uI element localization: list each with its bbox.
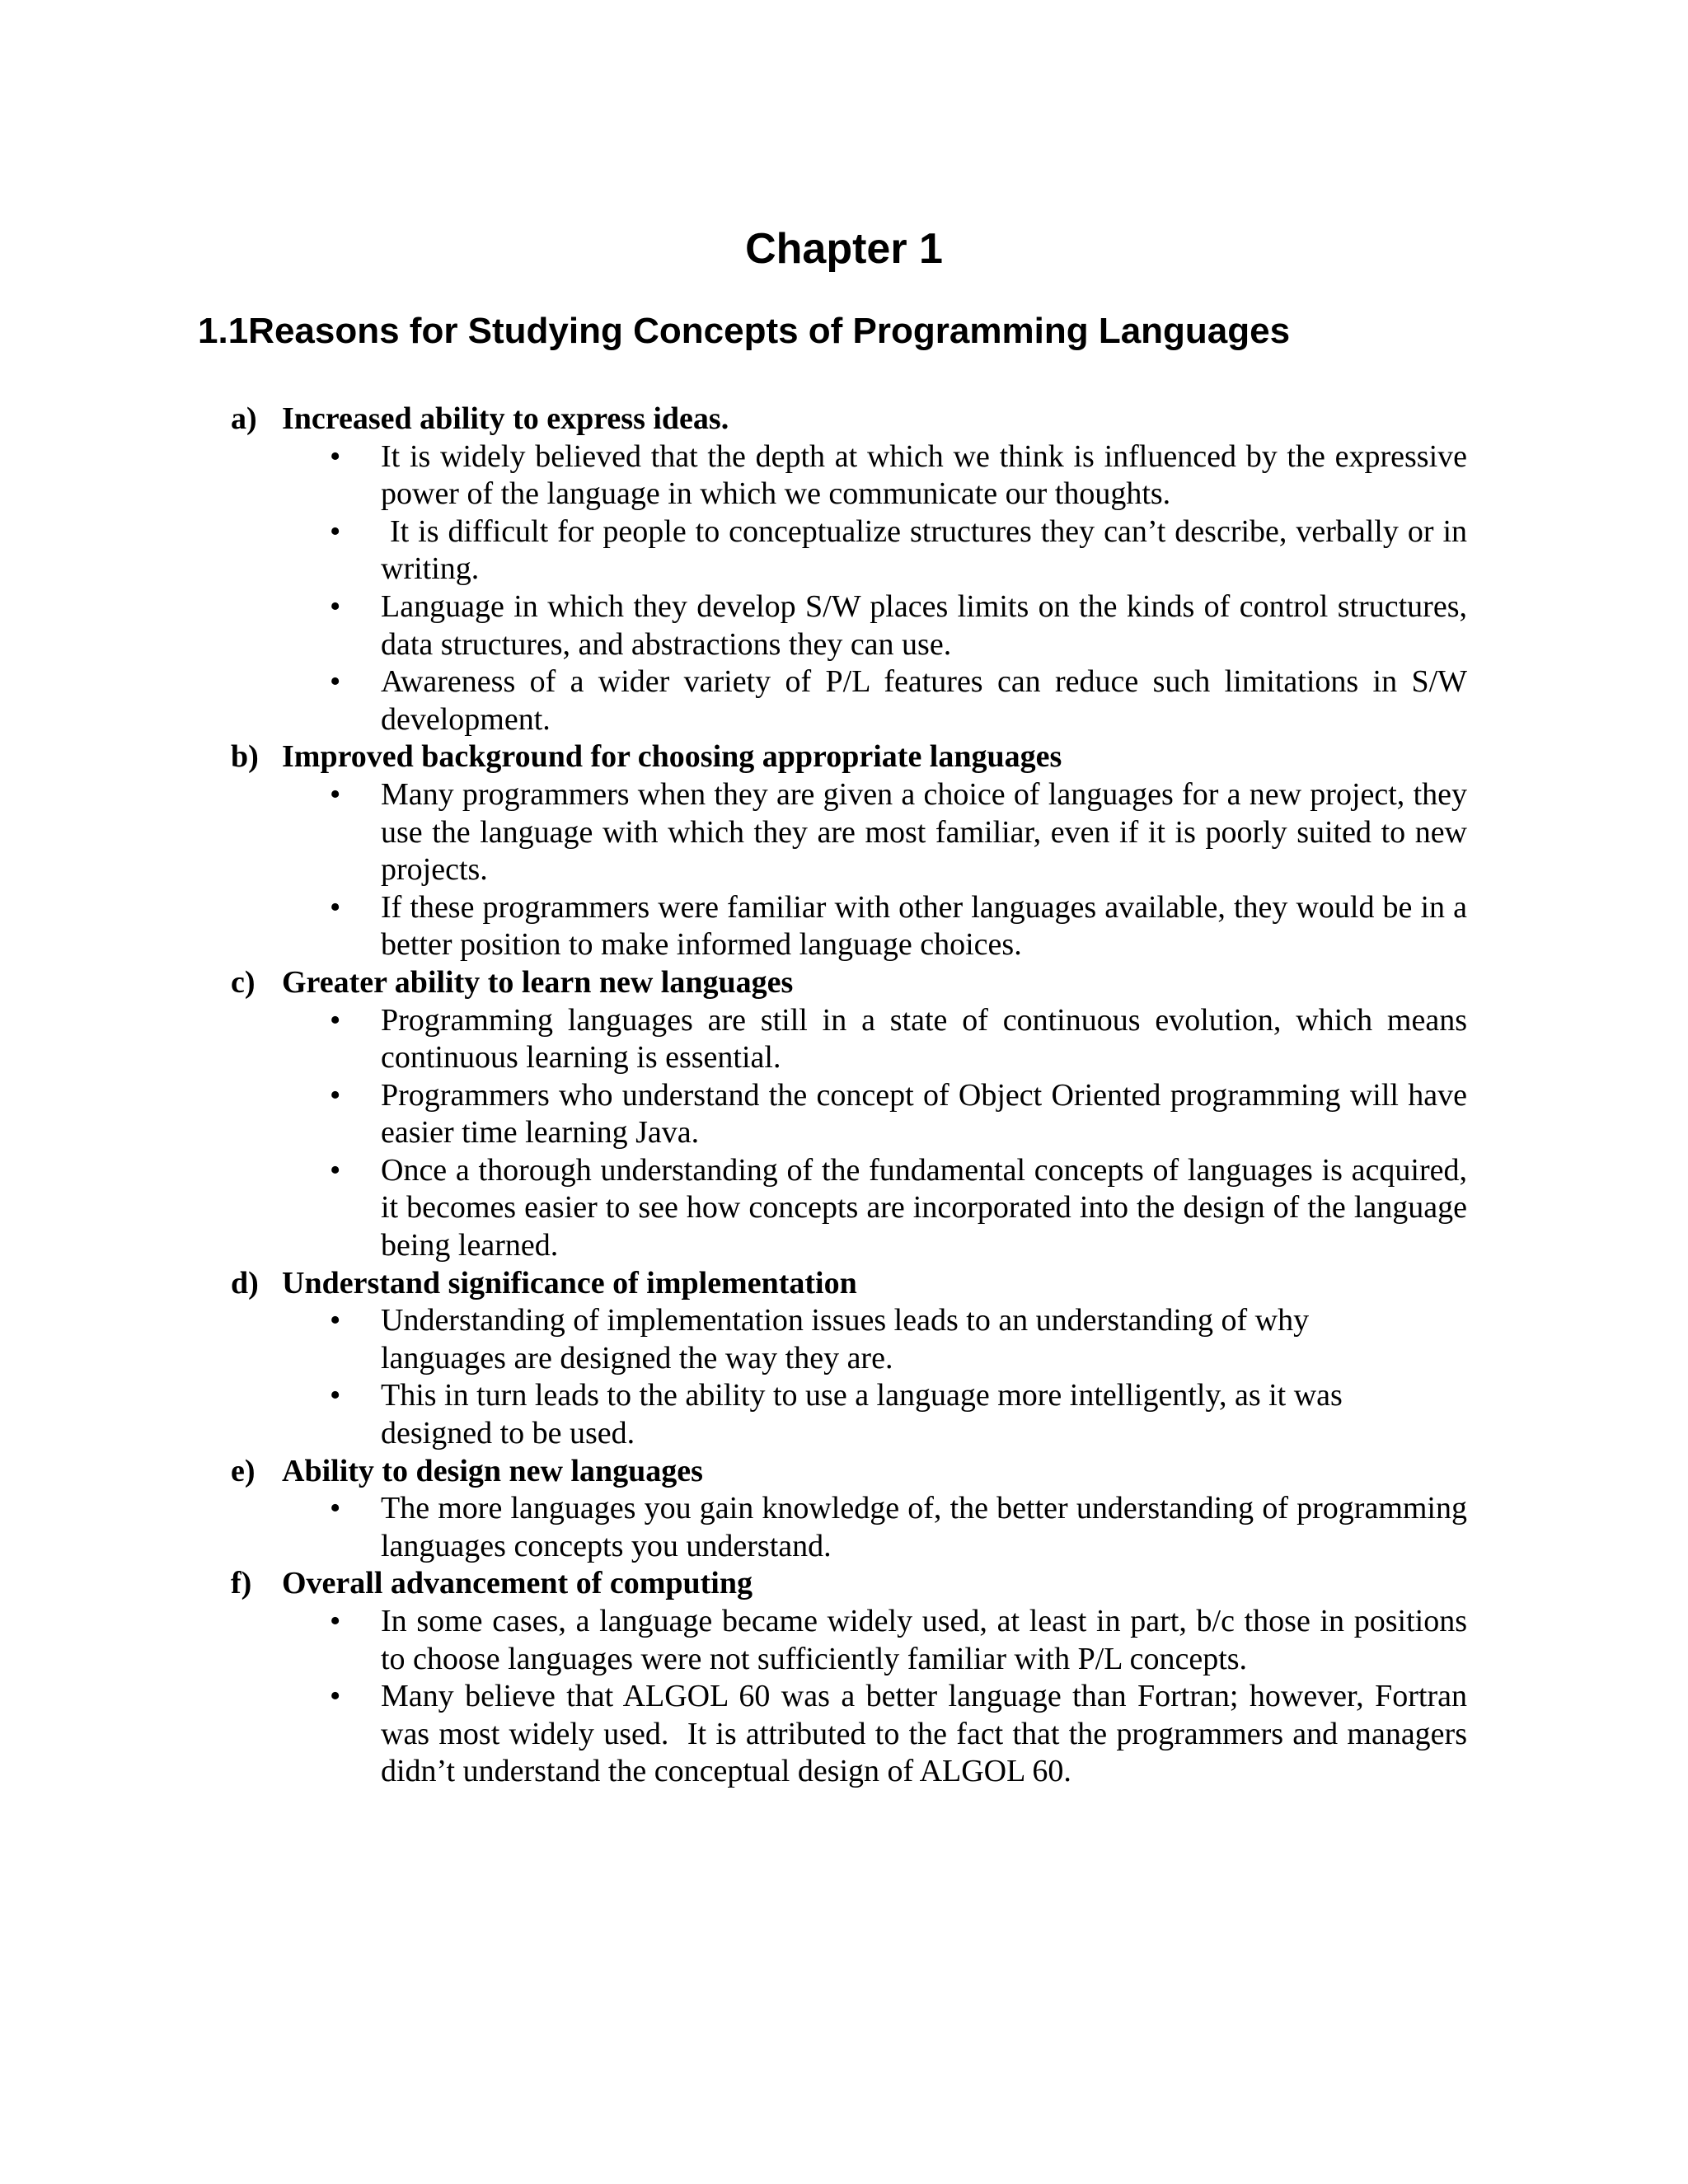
bullet-list (231, 1002, 1467, 1265)
bullet-item (231, 1002, 1467, 1077)
bullet-item (231, 588, 1467, 663)
bullet-text: This in turn leads to the ability to use a language more intelligently, as it was designed to be used. (381, 1378, 1343, 1451)
bullet-icon: • (330, 776, 341, 812)
bullet-text: Programming languages are still in a state of continuous evolution, which means continuous learning is essential. (381, 1002, 1467, 1076)
reason-item (231, 401, 1475, 738)
reason-item (231, 1265, 1467, 1453)
bullet-icon: • (330, 1002, 341, 1038)
chapter-title: Chapter 1 (745, 225, 943, 273)
bullet-icon: • (330, 1152, 341, 1188)
reason-heading (231, 401, 1467, 438)
bullet-icon: • (330, 1378, 341, 1413)
reason-heading-text: Greater ability to learn new languages (282, 964, 794, 1000)
item-marker: f) (231, 1566, 252, 1601)
item-marker: b) (231, 739, 259, 775)
item-marker: e) (231, 1453, 256, 1488)
reason-item (231, 1453, 1467, 1566)
bullet-icon: • (330, 1604, 341, 1638)
bullet-icon: • (330, 513, 341, 549)
bullet-icon: • (330, 1077, 341, 1113)
bullet-item (231, 889, 1467, 964)
reason-heading (231, 1453, 1467, 1491)
reason-heading-text: Understand significance of implementation (282, 1265, 857, 1301)
bullet-text: Once a thorough understanding of the fundamental concepts of languages is acquired, it becomes easier to see how concepts are incorporated into the design of the language being learned. (381, 1152, 1467, 1263)
bullet-icon: • (330, 664, 341, 700)
section-title: 1.1Reasons for Studying Concepts of Programming Languages (198, 311, 1291, 351)
reason-heading (231, 1265, 1467, 1303)
bullet-text: Language in which they develop S/W places limits on the kinds of control structures, data structures, and abstractions they can use. (381, 588, 1467, 662)
reason-heading (231, 964, 1467, 1002)
bullet-text: Many believe that ALGOL 60 was a better language than Fortran; however, Fortran was most widely used. It is attributed to the fact that the programmers and managers didn’t understand the conceptual design of ALGOL 60. (381, 1679, 1475, 1789)
reasons-list (231, 401, 1475, 1791)
reason-heading-text: Increased ability to express ideas. (282, 401, 729, 436)
bullet-icon: • (330, 588, 341, 624)
item-marker: a) (231, 401, 257, 436)
bullet-item (231, 1603, 1467, 1678)
bullet-item (231, 663, 1467, 738)
bullet-list (231, 438, 1475, 739)
bullet-item (231, 1077, 1467, 1152)
bullet-item (231, 776, 1467, 889)
bullet-item (231, 1302, 1467, 1377)
bullet-icon: • (330, 889, 341, 925)
bullet-text: In some cases, a language became widely used, at least in part, b/c those in positions to choose languages were not sufficiently familiar with P/L concepts. (381, 1604, 1467, 1676)
bullet-icon: • (330, 1491, 341, 1526)
item-marker: c) (231, 964, 256, 1000)
bullet-item (231, 1490, 1467, 1565)
bullet-text: It is difficult for people to conceptualize structures they can’t describe, verbally or in writing. (381, 513, 1475, 587)
reason-heading (231, 738, 1467, 776)
bullet-text: It is widely believed that the depth at which we think is influenced by the expressive power of the language in which we communicate our thoughts. (381, 438, 1467, 512)
reason-heading-text: Ability to design new languages (282, 1453, 703, 1488)
reason-heading (231, 1565, 1467, 1603)
bullet-item (231, 438, 1467, 513)
reason-item (231, 1565, 1475, 1791)
bullet-list (231, 1603, 1475, 1791)
bullet-item (231, 1377, 1467, 1452)
bullet-text: Understanding of implementation issues leads to an understanding of why languages are designed the way they are. (381, 1303, 1310, 1376)
reason-item (231, 964, 1467, 1265)
bullet-text: Many programmers when they are given a choice of languages for a new project, they use the language with which they are most familiar, even if it is poorly suited to new projects. (381, 776, 1467, 888)
bullet-text: Programmers who understand the concept of Object Oriented programming will have easier time learning Java. (381, 1077, 1467, 1151)
bullet-icon: • (330, 1303, 341, 1338)
item-marker: d) (231, 1265, 259, 1301)
bullet-icon: • (330, 438, 341, 474)
bullet-list (231, 1490, 1467, 1565)
reason-heading-text: Improved background for choosing appropriate languages (282, 739, 1062, 775)
reason-heading-text: Overall advancement of computing (282, 1566, 753, 1601)
reason-item (231, 738, 1467, 964)
bullet-text: If these programmers were familiar with other languages available, they would be in a better position to make informed language choices. (381, 889, 1467, 963)
bullet-list (231, 776, 1467, 964)
bullet-list (231, 1302, 1467, 1452)
bullet-text: The more languages you gain knowledge of, the better understanding of programming languages concepts you understand. (381, 1491, 1467, 1563)
bullet-item (231, 1678, 1475, 1791)
bullet-item (231, 1152, 1467, 1265)
bullet-icon: • (330, 1679, 341, 1714)
bullet-item (231, 513, 1475, 588)
bullet-text: Awareness of a wider variety of P/L features can reduce such limitations in S/W development. (381, 664, 1467, 737)
